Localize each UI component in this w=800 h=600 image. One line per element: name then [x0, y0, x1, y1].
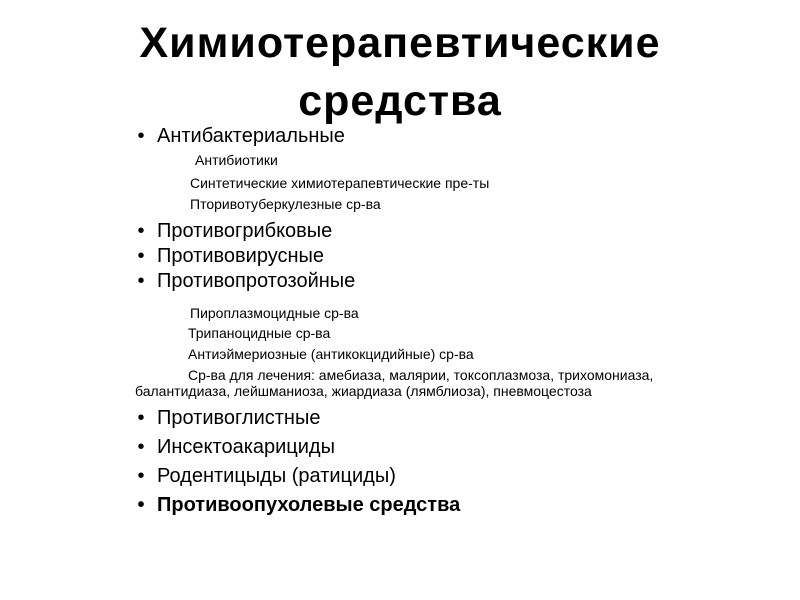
bullet-label: Родентицыды (ратициды) [157, 465, 396, 487]
bullet-label: Противоопухолевые средства [157, 494, 461, 516]
bullet-label: Инсектоакарициды [157, 436, 335, 458]
subitem-antibiotics: Антибиотики [195, 152, 278, 168]
title-line-1: Химиотерапевтические [139, 19, 661, 67]
slide-title [0, 14, 800, 130]
subitem-treatment: Ср-ва для лечения: амебиаза, малярии, токсоплазмоза, трихомониаза, балантидиаза, лейшманиоза, жиардиаза (лямблиоза), пневмоцестоза [135, 367, 654, 399]
bullet-dot: • [137, 436, 145, 458]
subitem-anticoccidial: Антиэймериозные (антикокцидийные) ср-ва [188, 346, 474, 362]
bullet-item-antitumor [135, 493, 755, 517]
bullet-item-antibacterial [135, 124, 755, 148]
bullet-dot: • [137, 125, 145, 147]
subitem-trypanocidal: Трипаноцидные ср-ва [188, 325, 331, 341]
bullet-label: Противоглистные [157, 407, 321, 429]
bullet-dot: • [137, 465, 145, 487]
bullet-item-antiprotozoal [135, 269, 755, 293]
bullet-label: Противовирусные [157, 245, 325, 267]
title-line-2: средства [298, 77, 502, 125]
bullet-item-insectoacaricides [135, 435, 755, 459]
subitem-antituberculosis: Пторивотуберкулезные ср-ва [190, 196, 381, 212]
bullet-dot: • [137, 220, 145, 242]
bullet-dot: • [137, 270, 145, 292]
bullet-item-antifungal [135, 219, 755, 243]
bullet-item-antiviral [135, 244, 755, 268]
bullet-label: Противогрибковые [157, 220, 333, 242]
bullet-label: Противопротозойные [157, 270, 356, 292]
bullet-list [135, 124, 755, 517]
bullet-label: Антибактериальные [157, 125, 345, 147]
subitem-piroplasmocidal: Пироплазмоцидные ср-ва [190, 305, 359, 321]
subitem-synthetic: Синтетические химиотерапевтические пре-ты [190, 175, 490, 191]
bullet-item-rodenticides [135, 464, 755, 488]
bullet-dot: • [137, 407, 145, 429]
bullet-dot: • [137, 494, 145, 516]
bullet-item-anthelmintic [135, 406, 755, 430]
bullet-dot: • [137, 245, 145, 267]
